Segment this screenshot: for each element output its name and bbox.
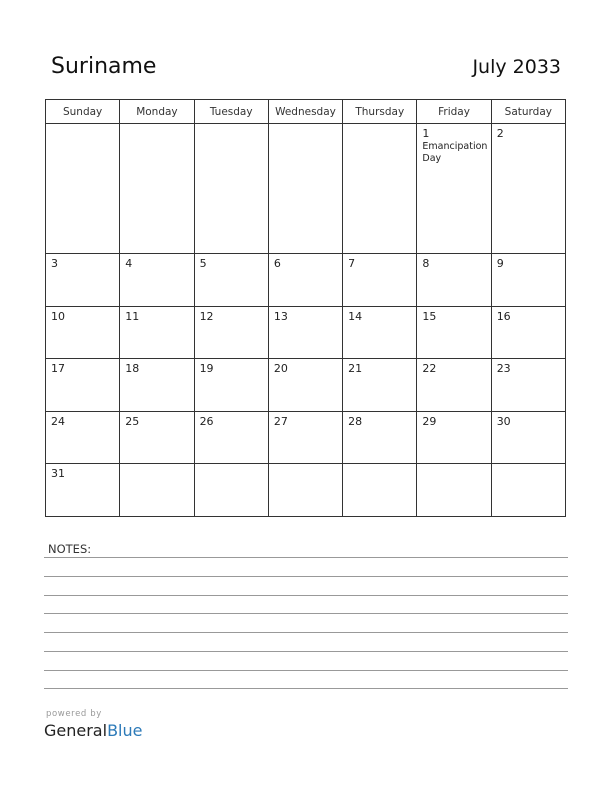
- day-number: 6: [273, 256, 281, 270]
- day-cell: [194, 253, 268, 306]
- day-cell: [343, 411, 417, 464]
- notes-line: [44, 557, 568, 558]
- day-cell: [343, 253, 417, 306]
- day-cell: [417, 124, 491, 254]
- day-number: 12: [199, 309, 214, 323]
- day-cell: [343, 464, 417, 517]
- day-cell: [120, 306, 194, 359]
- day-number: 28: [348, 414, 363, 428]
- weekday-header-row: [46, 100, 566, 124]
- day-cell: [268, 464, 342, 517]
- day-cell: [491, 306, 565, 359]
- day-cell: [120, 359, 194, 412]
- day-number: 22: [422, 362, 437, 376]
- day-cell: [491, 411, 565, 464]
- day-number: 10: [51, 309, 65, 323]
- day-cell: [194, 464, 268, 517]
- day-number: 31: [51, 467, 65, 481]
- day-number: [120, 464, 193, 467]
- day-cell: [343, 306, 417, 359]
- weekday-header: Tuesday: [194, 100, 268, 124]
- day-cell: [343, 359, 417, 412]
- day-number: 14: [348, 309, 363, 323]
- day-cell: [46, 124, 120, 254]
- weekday-header: Wednesday: [268, 100, 342, 124]
- day-number: 9: [496, 256, 504, 270]
- day-cell: [343, 124, 417, 254]
- holiday-label: Emancipation Day: [422, 141, 488, 164]
- day-number: [417, 464, 490, 467]
- day-cell: [491, 359, 565, 412]
- day-number: [195, 124, 268, 127]
- day-number: 2: [496, 127, 504, 140]
- day-cell: [268, 253, 342, 306]
- calendar-grid: [45, 99, 566, 517]
- day-number: [343, 124, 416, 127]
- day-number: 23: [496, 362, 511, 376]
- day-cell: [46, 464, 120, 517]
- notes-line: [44, 688, 568, 689]
- day-cell: [46, 359, 120, 412]
- day-cell: [194, 359, 268, 412]
- day-cell: [46, 411, 120, 464]
- day-cell: [46, 253, 120, 306]
- week-row: [46, 124, 566, 254]
- day-cell: [417, 306, 491, 359]
- week-row: [46, 306, 566, 359]
- logo-general-text: General: [44, 721, 108, 740]
- day-number: 4: [125, 256, 133, 270]
- day-number: 30: [496, 414, 511, 428]
- weekday-header: Thursday: [343, 100, 417, 124]
- day-number: [492, 464, 565, 467]
- week-row: [46, 253, 566, 306]
- day-cell: [491, 464, 565, 517]
- day-number: [343, 464, 416, 467]
- day-cell: [120, 124, 194, 254]
- day-cell: [120, 411, 194, 464]
- day-number: 13: [273, 309, 288, 323]
- day-number: [195, 464, 268, 467]
- generalblue-logo: [44, 721, 142, 740]
- day-cell: [194, 411, 268, 464]
- day-cell: [268, 359, 342, 412]
- powered-by-text: powered by: [46, 709, 102, 719]
- day-cell: [194, 124, 268, 254]
- day-cell: [417, 253, 491, 306]
- day-number: [46, 124, 119, 127]
- day-number: 17: [51, 362, 65, 376]
- day-number: 21: [348, 362, 363, 376]
- notes-line: [44, 632, 568, 633]
- day-number: 26: [199, 414, 214, 428]
- day-number: 19: [199, 362, 214, 376]
- day-cell: [491, 124, 565, 254]
- day-cell: [46, 306, 120, 359]
- weekday-header: Saturday: [491, 100, 565, 124]
- day-cell: [268, 306, 342, 359]
- logo-blue-text: Blue: [107, 721, 143, 740]
- day-number: 5: [199, 256, 207, 270]
- notes-line: [44, 651, 568, 652]
- day-cell: [194, 306, 268, 359]
- month-year-title: July 2033: [472, 56, 561, 78]
- day-number: 18: [125, 362, 140, 376]
- day-cell: [417, 464, 491, 517]
- notes-line: [44, 670, 568, 671]
- notes-line: [44, 595, 568, 596]
- notes-line: [44, 576, 568, 577]
- day-cell: [268, 411, 342, 464]
- day-number: 25: [125, 414, 140, 428]
- day-number: 20: [273, 362, 288, 376]
- notes-label: NOTES:: [48, 542, 92, 556]
- day-number: 11: [125, 309, 140, 323]
- day-cell: [417, 411, 491, 464]
- country-title: Suriname: [51, 54, 157, 79]
- day-number: 24: [51, 414, 65, 428]
- day-cell: [120, 253, 194, 306]
- day-cell: [491, 253, 565, 306]
- weekday-header: Friday: [417, 100, 491, 124]
- week-row: [46, 411, 566, 464]
- weekday-header: Monday: [120, 100, 194, 124]
- day-number: 15: [422, 309, 437, 323]
- week-row: [46, 359, 566, 412]
- notes-line: [44, 613, 568, 614]
- day-number: [269, 124, 342, 127]
- day-cell: [417, 359, 491, 412]
- day-number: 1: [422, 127, 430, 140]
- day-number: 3: [51, 256, 58, 270]
- weekday-header: Sunday: [46, 100, 120, 124]
- day-number: 8: [422, 256, 430, 270]
- week-row: [46, 464, 566, 517]
- day-number: 29: [422, 414, 437, 428]
- day-cell: [120, 464, 194, 517]
- day-number: 27: [273, 414, 288, 428]
- day-number: 7: [348, 256, 356, 270]
- day-number: [120, 124, 193, 127]
- day-number: [269, 464, 342, 467]
- day-number: 16: [496, 309, 511, 323]
- day-cell: [268, 124, 342, 254]
